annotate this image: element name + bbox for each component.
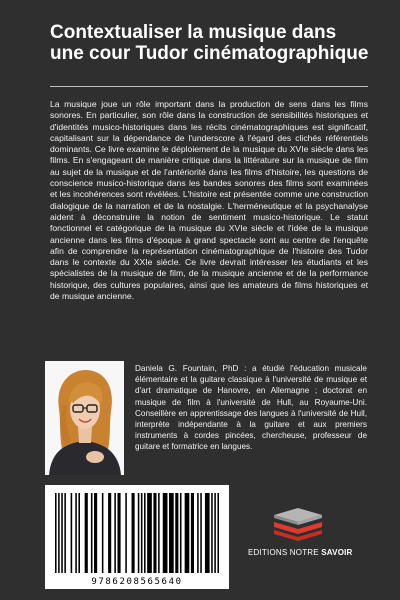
barcode-bar <box>78 493 80 573</box>
barcode-bar <box>169 493 174 573</box>
isbn-number: 9786208565640 <box>91 577 183 587</box>
barcode-bar <box>75 493 77 573</box>
barcode-bar <box>102 493 104 573</box>
barcode-bar <box>58 493 60 573</box>
publisher-name-part2: SAVOIR <box>321 548 353 557</box>
barcode-bars <box>45 485 229 577</box>
barcode-bar <box>214 493 216 573</box>
title-divider <box>50 86 368 87</box>
barcode-bar <box>55 493 57 573</box>
barcode-bar <box>153 493 156 573</box>
barcode-bar <box>61 493 63 573</box>
barcode-bar <box>191 493 194 573</box>
barcode-bar <box>158 493 160 573</box>
barcode-bar <box>85 493 88 573</box>
barcode-bar <box>114 493 116 573</box>
barcode-bar <box>211 493 213 573</box>
book-title: Contextualiser la musique dans une cour Tudor cinématographique <box>50 22 369 64</box>
barcode-bar <box>217 493 219 573</box>
barcode-bar <box>163 493 168 573</box>
barcode-bar <box>175 493 178 573</box>
stacked-books-icon <box>270 506 326 542</box>
publisher-name-part1: EDITIONS NOTRE <box>248 548 322 557</box>
book-description: La musique joue un rôle important dans la production de sens dans les films sonores. En particulier, son rôle dans la construction de sensibilités historiques et d'identités musico-historiques dans les récits cinématographiques est significatif, capitalisant sur la dépendance de l'underscore à l'égard des clichés référentiels dominants. Ce livre examine le déploiement de la musique du XVIe siècle dans les films. En s'engageant de manière critique dans la littérature sur la musique de film au sujet de la musique et de l'antériorité dans les films d'histoire, les questions de conscience musico-historique dans les bandes sonores des films sont examinées et les incohérences sont révélées. L'histoire est présentée comme une construction dialogique de la narration et de la nostalgie. L'herméneutique et la psychanalyse aident à déconstruire la notion de sentiment musico-historique. Le statut fonctionnel et catégorique de la musique du XVIe siècle et l'idée de la musique ancienne dans les films d'époque à grand spectacle sont au centre de l'enquête afin de comprendre la représentation cinématographique de l'histoire des Tudor dans le contexte du XXIe siècle. Ce livre devrait intéresser les étudiants et les spécialistes de la musique de film, de la musique ancienne et de la performance historique, des cultures populaires, ainsi que les amateurs de films historiques et de musique ancienne. <box>50 99 368 302</box>
author-portrait <box>45 361 124 475</box>
barcode-bar <box>144 493 146 573</box>
author-biography: Daniela G. Fountain, PhD : a étudié l'éducation musicale élémentaire et la guitare classique à l'université de musique et d'art dramatique de Hanovre, en Allemagne ; doctorat en musique de film à l'université de Hull, au Royaume-Uni. Conseillère en apprentissage des langues à l'université de Hull, interprète indépendante à la guitare et aux premiers instruments à cordes pincées, chercheuse, professeur de guitare et formatrice en langues. <box>135 364 367 452</box>
barcode-bar <box>132 493 135 573</box>
barcode-bar <box>180 493 182 573</box>
barcode-bar <box>197 493 199 573</box>
barcode-bar <box>117 493 120 573</box>
barcode-bar <box>205 493 210 573</box>
author-portrait-image <box>45 361 124 475</box>
publisher-name <box>248 548 352 557</box>
barcode-bar <box>185 493 190 573</box>
publisher-logo <box>248 506 353 566</box>
barcode-bar <box>108 493 111 573</box>
barcode-bar <box>141 493 143 573</box>
barcode-bar <box>200 493 202 573</box>
isbn-barcode <box>45 485 229 589</box>
barcode-bar <box>147 493 152 573</box>
barcode-bar <box>94 493 97 573</box>
barcode-bar <box>91 493 93 573</box>
barcode-bar <box>71 493 73 573</box>
barcode-bar <box>138 493 140 573</box>
barcode-bar <box>64 493 66 573</box>
barcode-bar <box>125 493 127 573</box>
